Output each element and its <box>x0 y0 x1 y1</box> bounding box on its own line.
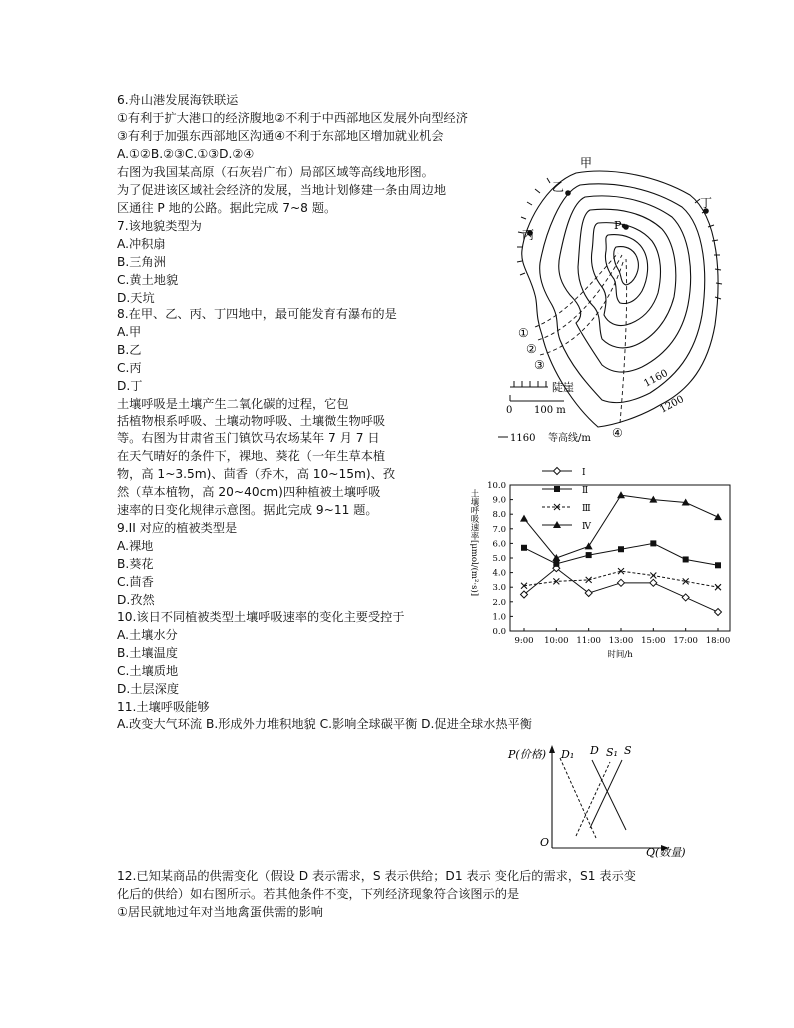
series-line-1 <box>524 568 718 612</box>
text-line: B.葵花 <box>117 557 154 571</box>
series-2-point <box>683 556 689 562</box>
legend-label-4: Ⅳ <box>582 522 591 532</box>
text-line: A.改变大气环流 B.形成外力堆积地貌 C.影响全球碳平衡 D.促进全球水热平衡 <box>117 717 532 731</box>
place-jia-label: 甲 <box>580 156 593 170</box>
route-3-label: ③ <box>534 358 545 372</box>
series-2-point <box>715 562 721 568</box>
y-tick-label: 9.0 <box>492 495 506 506</box>
text-line: B.乙 <box>117 343 142 357</box>
series-2-point <box>650 540 656 546</box>
series-1-point <box>618 579 625 586</box>
legend-marker-1 <box>554 468 561 475</box>
d-label: D <box>590 744 599 757</box>
text-line: 为了促进该区域社会经济的发展，当地计划修建一条由周边地 <box>117 183 447 197</box>
legend-marker-2 <box>554 486 560 492</box>
y-tick-label: 4.0 <box>492 568 506 579</box>
text-line: 10.该日不同植被类型土壤呼吸速率的变化主要受控于 <box>117 610 405 624</box>
series-4-point <box>520 515 528 522</box>
text-line: 然（草本植物，高 20~40cm)四种植被土壤呼吸 <box>117 485 381 499</box>
text-line: 右图为我国某高原（石灰岩广布）局部区域等高线地形图。 <box>117 165 434 179</box>
text-line: ①有利于扩大港口的经济腹地②不利于中西部地区发展外向型经济 <box>117 111 468 125</box>
contour-legend-value: 1160 <box>510 433 536 444</box>
text-line: 7.该地貌类型为 <box>117 219 202 233</box>
y-axis-arrow <box>549 745 555 753</box>
contour-map-figure <box>490 155 730 450</box>
series-3-point <box>715 584 721 590</box>
place-bing-label: 丙 <box>522 228 535 242</box>
text-line: 物，高 1~3.5m)、茴香（乔木，高 10~15m)、孜 <box>117 467 396 481</box>
series-2-point <box>553 561 559 567</box>
y-tick-label: 3.0 <box>492 583 506 594</box>
place-yi-dot <box>565 190 571 196</box>
x-tick-label: 15:00 <box>641 636 666 646</box>
y-tick-label: 8.0 <box>492 510 506 521</box>
x-tick-label: 9:00 <box>514 636 534 646</box>
contour-legend-label: 等高线/m <box>548 433 591 444</box>
x-axis-label: 时间/h <box>607 650 633 660</box>
y-tick-label: 1.0 <box>492 612 506 623</box>
route-4-label: ④ <box>612 426 623 440</box>
text-line: B.三角洲 <box>117 255 166 269</box>
d-curve <box>592 760 626 830</box>
series-1-point <box>650 579 657 586</box>
contour-4 <box>578 209 676 348</box>
route-lines <box>535 253 627 423</box>
x-tick-label: 10:00 <box>544 636 569 646</box>
text-line: B.土壤温度 <box>117 646 178 660</box>
text-line: 速率的日变化规律示意图。据此完成 9~11 题。 <box>117 503 378 517</box>
text-line: C.茴香 <box>117 575 154 589</box>
text-line: D.天坑 <box>117 291 155 305</box>
x-tick-label: 13:00 <box>608 636 634 646</box>
text-line: 12.已知某商品的供需变化（假设 D 表示需求，S 表示供给；D1 表示 变化后的需求，S1 表示变 <box>117 869 636 883</box>
text-line: A.冲积扇 <box>117 237 166 251</box>
route-1-label: ① <box>518 326 529 340</box>
text-line: 8.在甲、乙、丙、丁四地中，最可能发育有瀑布的是 <box>117 307 397 321</box>
text-line: 等。右图为甘肃省玉门镇饮马农场某年 7 月 7 日 <box>117 431 380 445</box>
quantity-axis-label: Q(数量) <box>646 846 686 858</box>
text-line: A.①②B.②③C.①③D.②④ <box>117 147 255 161</box>
place-yi-label: 乙 <box>552 180 565 194</box>
series-4-point <box>585 542 593 549</box>
y-tick-label: 5.0 <box>492 554 506 564</box>
scale-bar <box>510 395 564 401</box>
y-tick-label: 0.0 <box>492 627 506 637</box>
legend-label-2: Ⅱ <box>582 486 589 496</box>
text-line: 括植物根系呼吸、土壤动物呼吸、土壤微生物呼吸 <box>117 414 386 428</box>
y-tick-label: 7.0 <box>492 524 506 535</box>
cliff-legend-symbol <box>510 381 548 387</box>
s1-curve <box>576 762 610 836</box>
s-label: S <box>624 744 632 757</box>
text-line: C.丙 <box>117 361 142 375</box>
scale-zero: 0 <box>506 405 513 416</box>
text-line: C.土壤质地 <box>117 664 179 678</box>
text-line: D.孜然 <box>117 593 155 607</box>
x-tick-label: 18:00 <box>705 636 731 646</box>
legend-label-1: Ⅰ <box>582 468 586 478</box>
series-2-point <box>618 546 624 552</box>
text-line: A.裸地 <box>117 539 154 553</box>
text-line: 6.舟山港发展海铁联运 <box>117 93 239 107</box>
x-tick-label: 17:00 <box>673 636 698 646</box>
place-p-dot <box>622 224 626 228</box>
text-line: A.土壤水分 <box>117 628 178 642</box>
text-line: D.丁 <box>117 379 143 393</box>
text-line: A.甲 <box>117 325 142 339</box>
contour-2 <box>540 184 705 403</box>
text-line: ③有利于加强东西部地区沟通④不利于东部地区增加就业机会 <box>117 129 444 143</box>
text-line: 9.II 对应的植被类型是 <box>117 521 238 535</box>
series-4-point <box>714 513 722 520</box>
series-4-point <box>617 491 625 498</box>
text-line: 化后的供给）如右图所示。若其他条件不变，下列经济现象符合该图示的是 <box>117 887 520 901</box>
series-1-point <box>682 594 689 601</box>
series-1-point <box>715 609 722 616</box>
origin-label: O <box>540 836 550 849</box>
y-tick-label: 10.0 <box>487 481 506 491</box>
price-axis-label: P(价格) <box>508 748 546 761</box>
soil-respiration-chart <box>462 463 734 661</box>
route-2-label: ② <box>526 342 537 356</box>
d1-label: D₁ <box>561 748 575 761</box>
x-tick-label: 11:00 <box>576 636 601 646</box>
y-tick-label: 6.0 <box>492 539 506 550</box>
legend-label-3: Ⅲ <box>582 504 591 514</box>
text-line: 11.土壤呼吸能够 <box>117 700 210 714</box>
text-line: ①居民就地过年对当地禽蛋供需的影响 <box>117 905 323 919</box>
place-ding-label: 丁 <box>700 196 713 210</box>
series-2-point <box>586 552 592 558</box>
text-line: 在天气晴好的条件下，裸地、葵花（一年生草本植 <box>117 449 386 463</box>
supply-demand-chart <box>506 740 702 858</box>
scale-length: 100 m <box>534 405 566 416</box>
series-3-point <box>650 573 656 579</box>
series-2-point <box>521 545 527 551</box>
s1-label: S₁ <box>606 746 618 759</box>
place-p-label: P <box>614 219 622 232</box>
y-axis-label: 土壤呼吸速率[μmol/(m²·s)] <box>469 489 479 597</box>
contour-label-1160: 1160 <box>642 367 670 390</box>
text-line: D.土层深度 <box>117 682 180 696</box>
text-line: 区通往 P 地的公路。据此完成 7~8 题。 <box>117 201 337 215</box>
text-line: C.黄土地貌 <box>117 273 179 287</box>
text-line: 土壤呼吸是土壤产生二氧化碳的过程，它包 <box>117 397 349 411</box>
contour-label-1200: 1200 <box>658 393 686 416</box>
cliff-legend-label: 陡崖 <box>552 381 574 394</box>
y-tick-label: 2.0 <box>492 597 506 608</box>
